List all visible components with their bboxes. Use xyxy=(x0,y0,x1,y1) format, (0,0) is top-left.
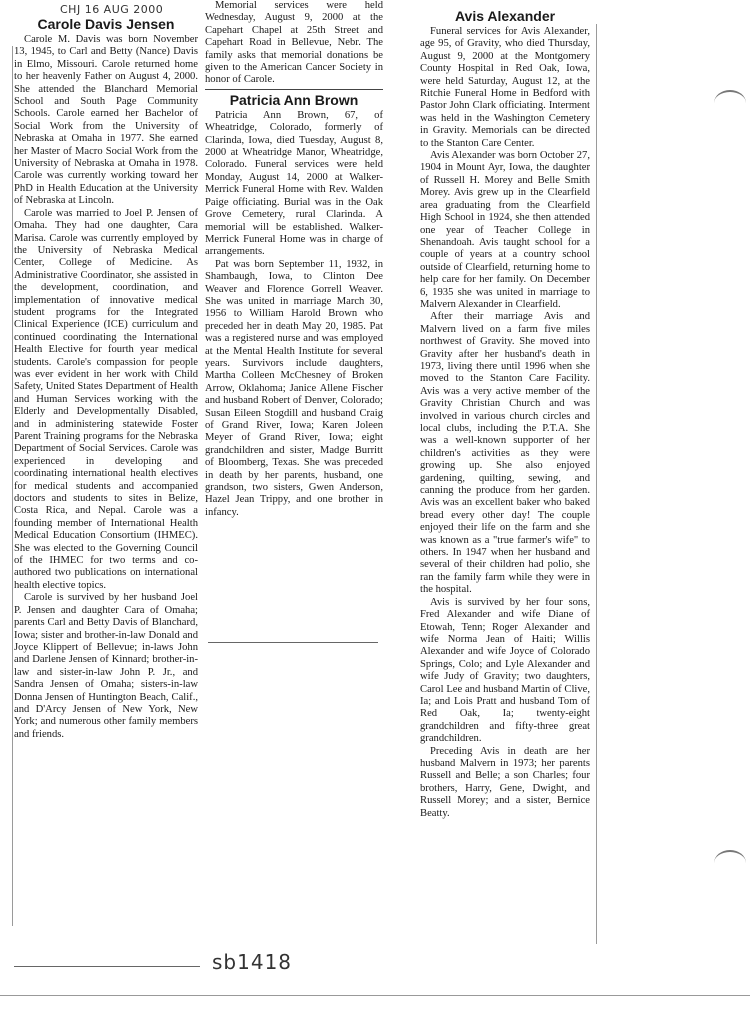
binder-hole-mark xyxy=(714,90,746,116)
obituary-paragraph: After their marriage Avis and Malvern lived on a farm five miles northwest of Gravity. She moved into Gravity after her husband's death in 1973, living there until 1996 when she moved to the Stanton Care Facility. Avis was a very active member of the Gravity Christian Church and was involved in various church circles and local clubs, including the P.T.A. She was a well-known supporter of her children's activities as they were growing up. She also enjoyed gardening, quilting, sewing, and canning the produce from her garden. Avis was an excellent baker who baked bread every other day! The couple enjoyed their life on the farm and she was known as a "true farmer's wife" to others. In 1947 when her husband and several of their children had polio, she ran the family farm while they were in the hospital. xyxy=(420,311,590,596)
obituary-paragraph: Preceding Avis in death are her husband Malvern in 1973; her parents Russell and Belle; a son Charles; four brothers, Harry, Gene, Dwight, and Russell Morey; and a sister, Bernice Beatty. xyxy=(420,745,590,819)
obituary-paragraph: Carole M. Davis was born November 13, 1945, to Carl and Betty (Nance) Davis in Elmo, Missouri. Carole returned home to her heavenly Father on August 4, 2000. She attended the Blanchard Memorial School and South Page Community Schools. Carole earned her Bachelor of Social Work from the University of Nebraska at Omaha in 1977. She earned her Master of Macro Social Work from the University of Nebraska at Omaha in 1978. Carole was currently working toward her PhD in Health Education at the University of Nebraska at Lincoln. xyxy=(14,34,198,207)
clipping-edge-right xyxy=(596,24,597,944)
scan-bottom-edge xyxy=(0,995,750,996)
divider-rule xyxy=(205,89,383,90)
obituary-paragraph: Avis Alexander was born October 27, 1904 in Mount Ayr, Iowa, the daughter of Russell H. Morey and Belle Smith Morey. Avis grew up in the Clearfield area graduating from the Clearfield High School in 1924, she then attended one year of Teacher College in Shenandoah. Avis taught school for a couple of years at a country school outside of Clearfield, returning home to help care for her family. On December 6, 1935 she was united in marriage to Malvern Alexander in Clearfield. xyxy=(420,150,590,310)
obituary-middle-column xyxy=(205,0,383,519)
obituary-paragraph: Funeral services for Avis Alexander, age 95, of Gravity, who died Thursday, August 9, 2000 at the Montgomery County Hospital in Red Oak, Iowa, were held Saturday, August 12, at the Ritchie Funeral Home in Bedford with Pastor John Clark officiating. Interment was held in the Washington Cemetery in Gravity. Memorials can be directed to the Stanton Care Center. xyxy=(420,26,590,149)
clipping-bottom-rule xyxy=(208,642,378,643)
obituary-paragraph-continued: Memorial services were held Wednesday, August 9, 2000 at the Capehart Chapel at 25th Street and Capehart Road in Bellevue, Nebr. The family asks that memorial donations be given to the American Cancer Society in honor of Carole. xyxy=(205,0,383,86)
handwritten-page-number: sb1418 xyxy=(212,950,293,974)
obituary-paragraph: Pat was born September 11, 1932, in Shambaugh, Iowa, to Clinton Dee Weaver and Florence Gorrell Weaver. She was united in marriage March 30, 1956 to William Harold Brown who preceded her in death May 20, 1985. Pat was a registered nurse and was employed at the Mental Health Institute for several years. Survivors include daughters, Martha Colleen McChesney of Broken Arrow, Oklahoma; Janice Allene Fischer and husband Robert of Denver, Colorado; Susan Eileen Stogdill and husband Craig of Grand River, Iowa; Karen Joleen Meyer of Grand River, Iowa; eight grandchildren and sister, Madge Burritt of Bloomberg, Texas. She was preceded in death by her parents, husband, one grandson, two sisters, Gwen Anderson, Hazel Jean Trippy, and one brother in infancy. xyxy=(205,258,383,518)
obituary-paragraph: Carole is survived by her husband Joel P. Jensen and daughter Cara of Omaha; parents Carl and Betty Davis of Blanchard, Iowa; sister and brother-in-law Donald and Joyce Klippert of Bellevue; in-laws John and Darlene Jensen of Kinnard; brother-in-law and sister-in-law John P. Jr., and Sandra Jensen of Omaha; sisters-in-law Donna Jensen of Huntington Beach, Calif., and D'Arcy Jensen of New York, New York; and numerous other family members and friends. xyxy=(14,592,198,740)
obituary-heading-patricia: Patricia Ann Brown xyxy=(229,91,359,108)
obituary-paragraph: Patricia Ann Brown, 67, of Wheatridge, Colorado, formerly of Clarinda, Iowa, died Tuesday, August 8, 2000 at Wheatridge Manor, Wheatridge, Colorado. Funeral services were held Monday, August 14, 2000 at Walker-Merrick Funeral Home with Rev. Walden Paige officiating. Burial was in the Oak Grove Cemetery, rural Clarinda. A memorial will be established. Walker-Merrick Funeral Home was in charge of arrangements. xyxy=(205,109,383,258)
obituary-carole-column xyxy=(14,3,198,741)
obituary-paragraph: Avis is survived by her four sons, Fred Alexander and wife Diane of Etowah, Tenn; Roger Alexander and wife Norma Jean of Haiti; Willis Alexander and wife Joyce of Colorado Springs, Colo; and Lyle Alexander and wife Judy of Gravity; two daughters, Carol Lee and husband Martin of Clive, Ia; and Lois Pratt and husband Tom of Red Oak, Ia; twenty-eight grandchildren and fifty-three great grandchildren. xyxy=(420,596,590,745)
obituary-avis-column xyxy=(420,6,590,820)
obituary-heading-carole: Carole Davis Jensen xyxy=(37,16,175,32)
binder-hole-mark xyxy=(714,850,746,876)
clipping-bottom-rule xyxy=(14,966,200,967)
obituary-heading-avis: Avis Alexander xyxy=(454,8,556,24)
handwritten-date-note: CHJ 16 AUG 2000 xyxy=(60,3,164,16)
obituary-paragraph: Carole was married to Joel P. Jensen of Omaha. They had one daughter, Cara Marisa. Carole was currently employed by the University of Nebraska Medical Center, College of Medicine. As Administrative Coordinator, she assisted in the development, coordination, and implementation of innovative medical student programs for the Integrated Clinical Experience (ICE) curriculum and continued coordinating the International Health Elective for fourth year medical students. Carole's compassion for people was ever evident in her work with Child Safety, United States Department of Health and Human Services working with the Elderly and Developmentally Disabled, and in administering statewide Foster Parent Training programs for the Nebraska Department of Social Services. Carole was experienced in developing and coordinating international health electives for medical students and accompanied doctors and students to sites in Belize, Costa Rica, and Nepal. Carole was a founding member of International Health Medical Education Consortium (IHMEC). She was elected to the Governing Council of the IHMEC for two terms and co-authored two publications on international health elective topics. xyxy=(14,207,198,591)
clipping-edge-left xyxy=(12,46,13,926)
